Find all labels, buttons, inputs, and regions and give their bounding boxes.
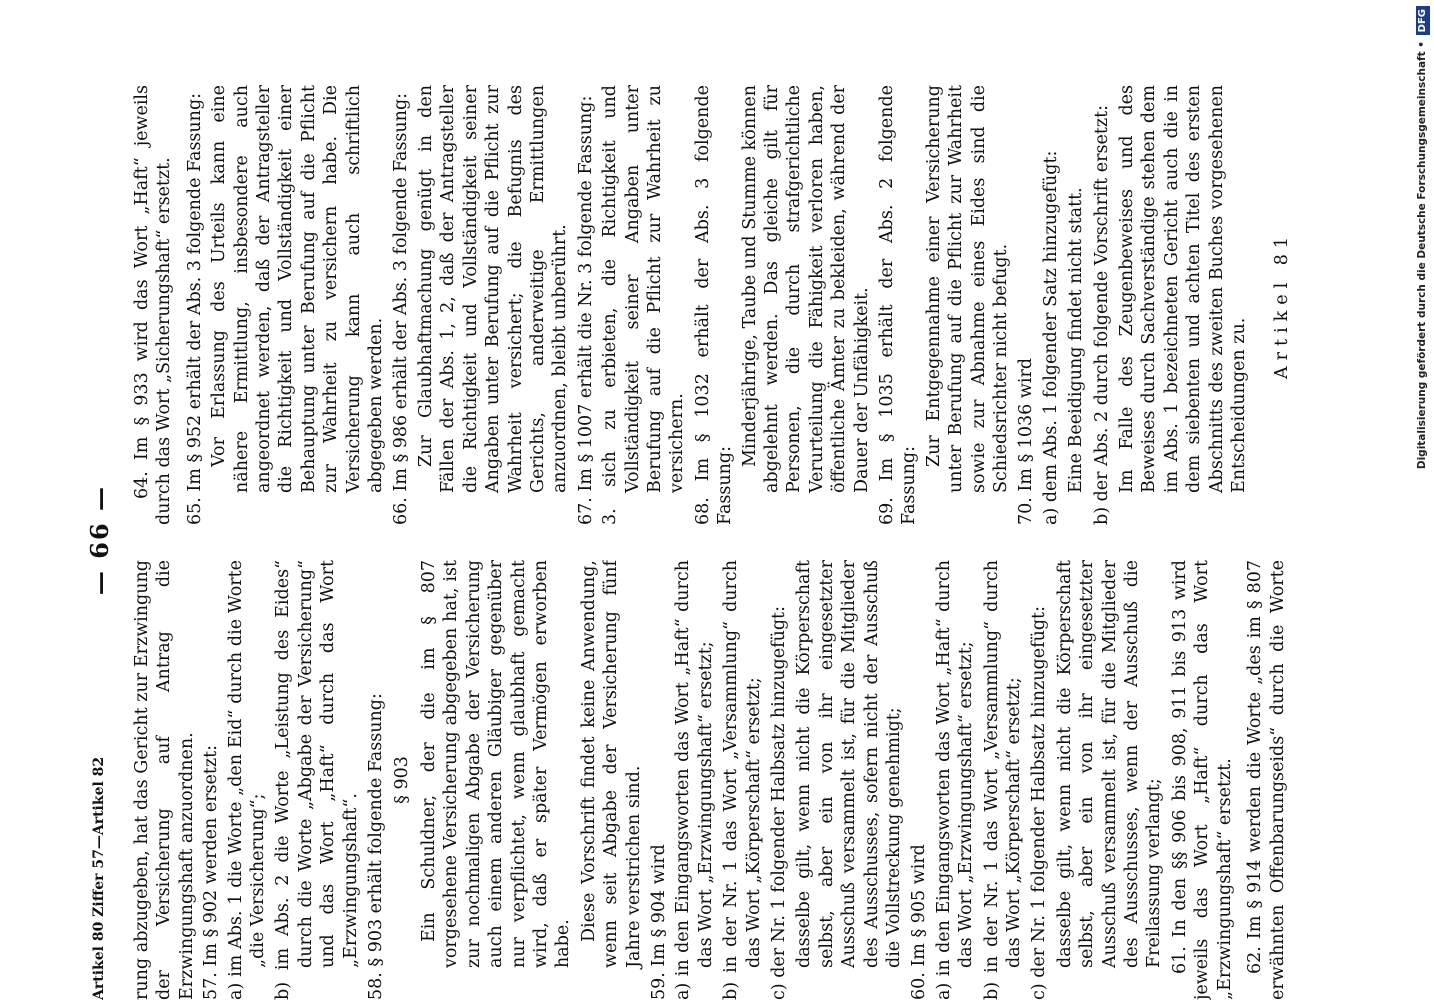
paragraph: dasselbe gilt, wenn nicht die Körperschaft selbst, aber ein von ihr eingesetzter Ausschuß versammelt ist, für die Mitglieder des Ausschusses, wenn der Ausschuß die Freilassung verlangt; bbox=[1054, 560, 1165, 968]
paragraph: b) in der Nr. 1 das Wort „Versammlung“ durch das Wort „Körperschaft“ ersetzt; bbox=[981, 560, 1025, 1000]
paragraph: 60. Im § 905 wird bbox=[909, 844, 930, 1000]
paragraph: 70. Im § 1036 wird bbox=[1016, 357, 1037, 525]
paragraph: Minderjährige, Taube und Stumme können abgelehnt werden. Das gleiche gilt für Personen, die durch strafgerichtliche Verurteilung die Fähigkeit verloren haben, öffentliche Ämter zu bekleiden, während der Dauer der Unfähigkeit. bbox=[739, 85, 872, 493]
paragraph: 65. Im § 952 erhält der Abs. 3 folgende Fassung: bbox=[184, 92, 205, 525]
paragraph: 67. Im § 1007 erhält die Nr. 3 folgende Fassung: bbox=[575, 95, 596, 525]
paragraph: b) im Abs. 2 die Worte „Leistung des Eides“ durch die Worte „Abgabe der Versicherung“ und das Wort „Haft“ durch das Wort „Erzwingungshaft“. bbox=[273, 560, 361, 1000]
paragraph: a) im Abs. 1 die Worte „den Eid“ durch die Worte „die Versicherung“; bbox=[225, 560, 269, 1000]
paragraph: a) in den Eingangsworten das Wort „Haft“ durch das Wort „Erzwingungshaft“ ersetzt; bbox=[933, 560, 977, 1000]
digitization-sidebar bbox=[1411, 0, 1434, 1000]
paragraph: b) der Abs. 2 durch folgende Vorschrift ersetzt: bbox=[1091, 104, 1112, 525]
paragraph: Diese Vorschrift findet keine Anwendung, wenn seit Abgabe der Versicherung fünf Jahre verstrichen sind. bbox=[578, 560, 644, 968]
paragraph: Im Falle des Zeugenbeweises und des Beweises durch Sachverständige stehen dem im Abs. 1 bezeichneten Gericht auch die in dem siebenten und achten Titel des ersten Abschnitts des zweiten Buches vorgesehenen Entscheidungen zu. bbox=[1117, 85, 1250, 493]
paragraph: 3. sich zu erbieten, die Richtigkeit und Vollständigkeit seiner Angaben unter Berufung auf die Pflicht zur Wahrheit zu versichern. bbox=[600, 85, 688, 525]
paragraph: Zur Entgegennahme einer Versicherung unter Berufung auf die Pflicht zur Wahrheit sowie zur Abnahme eines Eides sind die Schiedsrichter nicht befugt. bbox=[923, 85, 1012, 493]
paragraph: b) in der Nr. 1 das Wort „Versammlung“ durch das Wort „Körperschaft“ ersetzt; bbox=[721, 560, 764, 1000]
paragraph: Ein Schuldner, der die im § 807 vorgesehene Versicherung abgegeben hat, ist zur nochmaligen Abgabe der Versicherung auch einem anderen Gläubiger gegenüber nur verpflichtet, wenn glaubhaft gemacht wird, daß er später Vermögen erworben habe. bbox=[418, 560, 574, 968]
paragraph: § 903 bbox=[392, 756, 413, 804]
paragraph: 57. Im § 902 werden ersetzt: bbox=[201, 744, 222, 1000]
paragraph: a) dem Abs. 1 folgender Satz hinzugefügt: bbox=[1040, 150, 1061, 525]
paragraph: 62. Im § 914 werden die Worte „des im § 807 erwähnten Offenbarungseids“ durch die Worte bbox=[1245, 560, 1288, 1000]
right-column bbox=[131, 85, 1291, 525]
paragraph: 68. Im § 1032 erhält der Abs. 3 folgende Fassung: bbox=[692, 85, 736, 525]
dfg-logo: DFG bbox=[1416, 6, 1430, 35]
paragraph: 58. § 903 erhält folgende Fassung: bbox=[366, 693, 387, 1000]
rotated-page bbox=[85, 80, 1305, 1000]
paragraph: 61. In den §§ 906 bis 908, 911 bis 913 wird jeweils das Wort „Haft“ durch das Wort „Erzwingungshaft“ ersetzt. bbox=[1169, 560, 1235, 1000]
page-number: — 66 — bbox=[85, 484, 114, 596]
paragraph: 69. Im § 1035 erhält der Abs. 2 folgende Fassung: bbox=[877, 85, 920, 525]
digitization-credit bbox=[1415, 6, 1430, 986]
running-head: Artikel 80 Ziffer 57—Artikel 82 bbox=[91, 756, 107, 1000]
paragraph: Zur Glaubhaftmachung genügt in den Fällen der Abs. 1, 2, daß der Antragsteller die Richtigkeit und Vollständigkeit seiner Angaben unter Berufung auf die Pflicht zur Wahrheit versichert; die Befugnis des Gerichts, anderweitige Ermittlungen anzuordnen, bleibt unberührt. bbox=[415, 85, 571, 493]
paragraph: Eine Beeidigung findet nicht statt. bbox=[1066, 187, 1087, 493]
paragraph: dasselbe gilt, wenn nicht die Körperschaft selbst, aber ein von ihr eingesetzter Ausschuß versammelt ist, für die Mitglieder des Ausschusses, sofern nicht der Ausschuß die Vollstreckung genehmigt; bbox=[794, 560, 904, 968]
paragraph: 66. Im § 986 erhält der Abs. 3 folgende Fassung: bbox=[391, 92, 412, 525]
page-header bbox=[85, 80, 121, 1000]
paragraph: c) der Nr. 1 folgender Halbsatz hinzugefügt: bbox=[768, 606, 789, 1000]
paragraph: 64. Im § 933 wird das Wort „Haft“ jeweils durch das Wort „Sicherungshaft“ ersetzt. bbox=[132, 85, 175, 525]
paragraph: rung abzugeben, hat das Gericht zur Erzwingung der Versicherung auf Antrag die Erzwingungshaft anzuordnen. bbox=[132, 560, 197, 1000]
paragraph: c) der Nr. 1 folgender Halbsatz hinzugefügt: bbox=[1029, 606, 1050, 1000]
paragraph: Artikel 81 bbox=[1271, 230, 1291, 380]
paragraph: Vor Erlassung des Urteils kann eine nähere Ermittlung, insbesondere auch angeordnet werden, daß der Antragsteller die Richtigkeit und Vollständigkeit einer Behauptung unter Berufung auf die Pflicht zur Wahrheit zu versichern habe. Die Versicherung kann auch schriftlich abgegeben werden. bbox=[209, 85, 387, 493]
left-column bbox=[131, 560, 1291, 1000]
paragraph: a) in den Eingangsworten das Wort „Haft“ durch das Wort „Erzwingungshaft“ ersetzt; bbox=[673, 560, 716, 1000]
paragraph: 59. Im § 904 wird bbox=[648, 844, 669, 1000]
credit-text: Digitalisierung gefördert durch die Deutsche Forschungsgemeinschaft • bbox=[1416, 41, 1428, 470]
